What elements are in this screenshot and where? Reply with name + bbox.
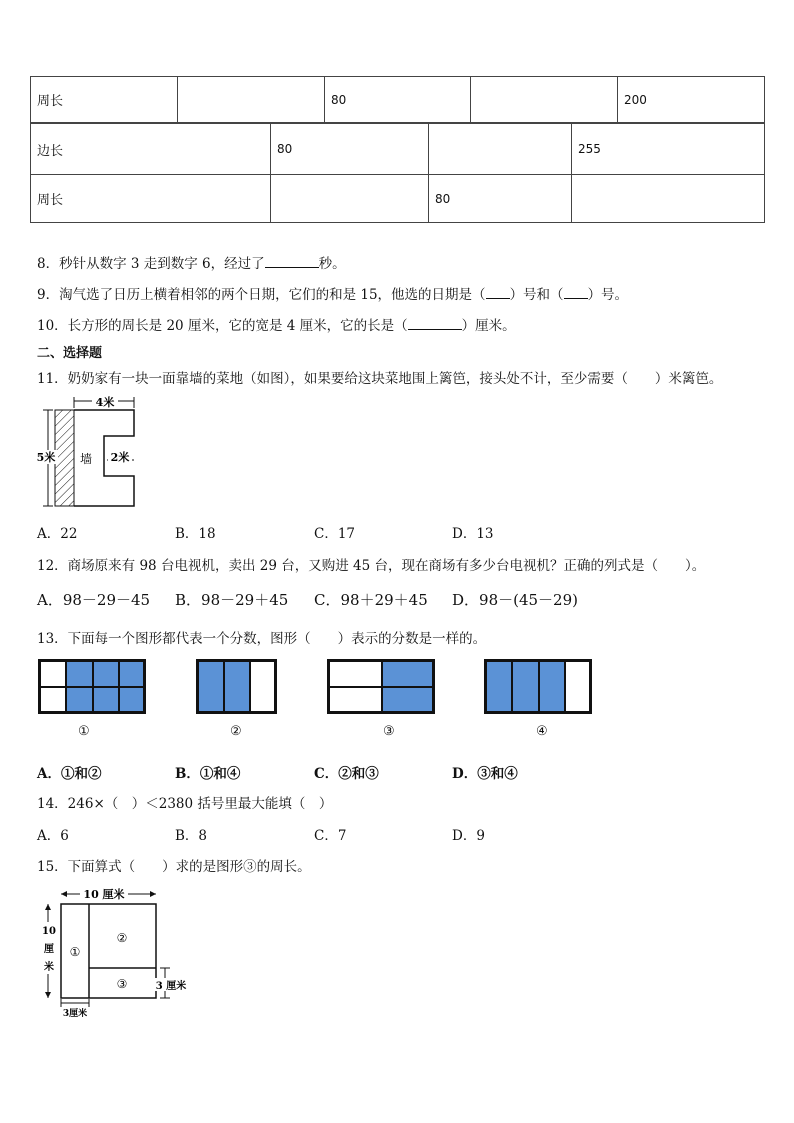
answer-blank [564,286,588,299]
fraction-cell [565,661,590,712]
option-c[interactable]: C．②和③ [314,766,379,782]
question-14-text: 14．246×（ ）＜2380 括号里最大能填（ ） [37,796,333,812]
question-10-text: 10．长方形的周长是 20 厘米，它的宽是 4 厘米，它的长是（ [37,318,408,334]
question-9-text: 9．淘气选了日历上横着相邻的两个日期，它们的和是 15，他选的日期是（ [37,287,486,303]
question-10 [37,314,516,334]
table-cell: 80 [429,175,572,223]
table-cell-label: 边长 [31,124,271,175]
option-d[interactable]: D．13 [452,526,494,542]
figure-label-1: ① [78,724,90,739]
question-8 [37,252,346,272]
question-9 [37,283,628,303]
fraction-cell-filled [382,687,433,712]
top-dimension-label: 10 厘米 [83,888,125,901]
option-c[interactable]: C．17 [314,526,356,542]
option-b[interactable]: B．98－29＋45 [175,591,289,609]
garden-figure [34,396,144,512]
figure-label-3: ③ [383,724,395,739]
fraction-cell-filled [93,687,119,712]
region-label-2: ② [116,931,128,945]
fraction-cell-filled [539,661,565,712]
table-cell-label: 周长 [31,175,271,223]
rectangle-figure [38,884,190,1018]
option-d[interactable]: D．98－(45－29) [452,591,578,609]
question-13-text: 13．下面每一个图形都代表一个分数，图形（ ）表示的分数是一样的。 [37,631,487,647]
region-label-1: ① [69,945,81,959]
fraction-cell-filled [119,661,144,687]
option-c[interactable]: C．98＋29＋45 [314,591,428,609]
section-heading: 二、选择题 [37,346,103,361]
fraction-cell [40,661,66,687]
table-cell: 200 [618,77,765,123]
figure-label-2: ② [230,724,242,739]
option-a[interactable]: A．22 [37,526,78,542]
fraction-cell-filled [93,661,119,687]
fraction-cell-filled [66,661,93,687]
top-dimension-label: 4米 [95,396,115,409]
left-dimension-label: 米 [44,962,54,973]
table-cell: 80 [325,77,471,123]
option-b[interactable]: B．18 [175,526,216,542]
table-cell [271,175,429,223]
answer-blank [265,255,319,268]
fraction-cell [250,661,275,712]
arrow-head [45,992,51,998]
fraction-cell [329,687,382,712]
table-cell [429,124,572,175]
question-12-text: 12．商场原来有 98 台电视机，卖出 29 台，又购进 45 台，现在商场有多少台电视机？正确的列式是（ ）。 [37,558,706,574]
table-cell: 80 [271,124,429,175]
fraction-cell-filled [486,661,512,712]
figure-label-4: ④ [536,724,548,739]
question-9-mid: ）号和（ [509,287,564,303]
region-label-3: ③ [116,977,128,991]
option-b[interactable]: B．①和④ [175,766,241,782]
option-a[interactable]: A．6 [37,828,69,844]
right-dimension-label: 3 厘米 [155,981,187,992]
arrow-head [45,904,51,910]
fraction-figure-3 [327,659,435,714]
question-9-suffix: ）号。 [587,287,629,303]
table-cell [178,77,325,123]
left-dimension-label: 厘 [44,944,54,955]
fraction-figure-1 [38,659,146,714]
table-rows-2-3 [30,123,765,223]
answer-blank [486,286,510,299]
question-10-suffix: ）厘米。 [461,318,516,334]
fraction-cell-filled [382,661,433,687]
table-row-1 [30,76,765,123]
arrow-head [61,891,67,897]
fraction-cell-filled [119,687,144,712]
fraction-figure-4 [484,659,592,714]
option-c[interactable]: C．7 [314,828,347,844]
fraction-cell [329,661,382,687]
fraction-cell-filled [66,687,93,712]
option-b[interactable]: B．8 [175,828,208,844]
arrow-head [150,891,156,897]
wall-label: 墙 [79,452,93,466]
fraction-cell-filled [224,661,250,712]
table-cell [572,175,765,223]
fraction-cell-filled [198,661,224,712]
bottom-dimension-label: 3厘米 [62,1009,88,1018]
answer-blank [408,317,462,330]
fraction-cell-filled [512,661,539,712]
option-a[interactable]: A．①和② [37,766,102,782]
question-11-text: 11．奶奶家有一块一面靠墙的菜地（如图），如果要给这块菜地围上篱笆，接头处不计，至少需要（ ）米篱笆。 [37,371,723,387]
option-d[interactable]: D．9 [452,828,485,844]
left-dimension-label: 5米 [36,451,56,464]
question-8-text: 8．秒针从数字 3 走到数字 6，经过了 [37,256,265,272]
left-dimension-label: 10 [42,926,56,937]
question-15-text: 15．下面算式（ ）求的是图形③的周长。 [37,859,311,875]
table-cell [471,77,618,123]
option-a[interactable]: A．98－29－45 [37,591,151,609]
inner-dimension-label: 2米 [110,451,130,464]
question-8-suffix: 秒。 [318,256,346,272]
table-cell: 255 [572,124,765,175]
fraction-figure-2 [196,659,277,714]
table-cell-label: 周长 [31,77,178,123]
option-d[interactable]: D．③和④ [452,766,518,782]
fraction-cell [40,687,66,712]
